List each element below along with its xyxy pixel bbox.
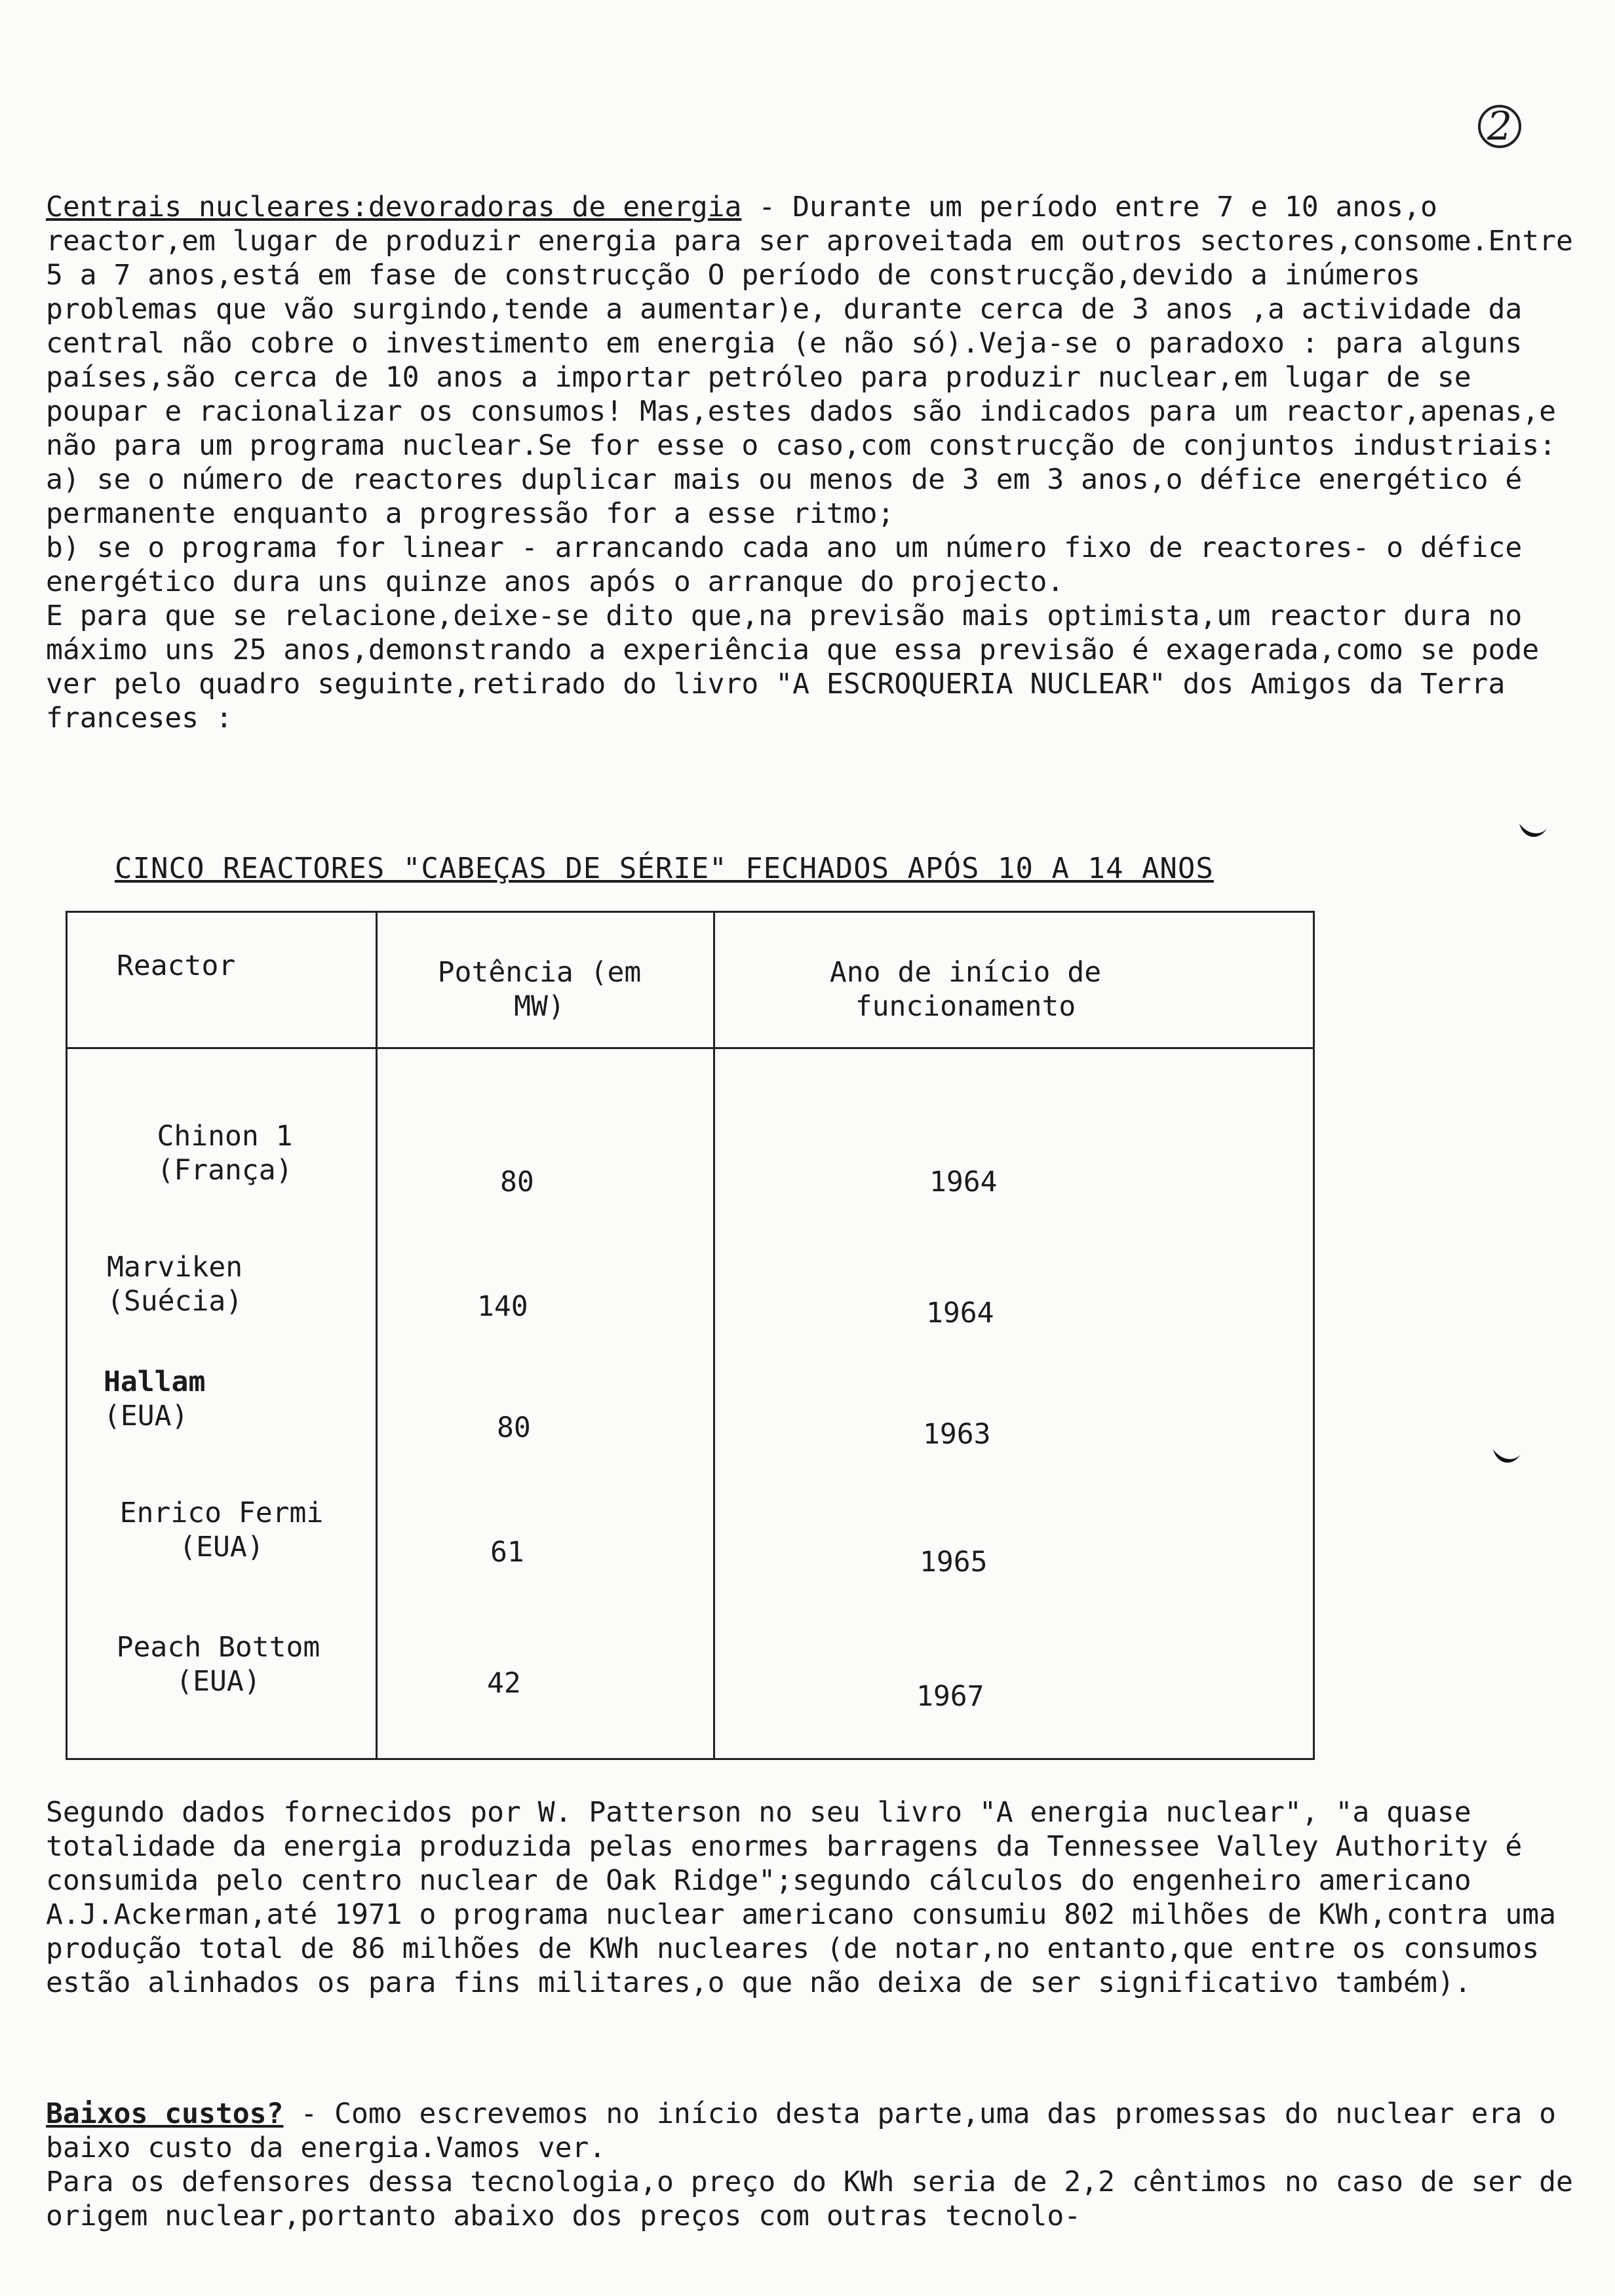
reactor-name: Hallam (EUA) [104, 1366, 206, 1432]
crescent-mark-icon [1514, 809, 1551, 846]
patterson-text: Segundo dados fornecidos por W. Patterson no seu livro "A energia nuclear", "a quase totalidade da energia produzida pelas enormes barragens da Tennessee Valley Authority é consumida pelo centro nuclear de Oak Ridge";segundo cálculos do engenheiro americano A.J.Ackerman,até 1971 o programa nuclear americano consumiu 802 milhões de KWh,contra uma produção total de 86 milhões de KWh nucleares (de notar,no entanto,que entre os consumos estão alinhados os para fins militares,o que não deixa de ser significativo também). [46, 1796, 1557, 1999]
costs-text-2: Para os defensores dessa tecnologia,o preço do KWh seria de 2,2 cêntimos no caso de ser de origem nuclear,portanto abaixo dos preços com outras tecnolo- [46, 2166, 1573, 2232]
intro-item-b: b) se o programa for linear - arrancando cada ano um número fixo de reactores- o défice energético dura uns quinze anos após o arranque do projecto. [46, 531, 1523, 598]
reactors-table [66, 911, 1315, 1760]
page-number: 2 [1478, 105, 1521, 148]
costs-text: - Como escrevemos no início desta parte,uma das promessas do nuclear era o baixo custo da energia.Vamos ver. [46, 2097, 1557, 2164]
header-year: Ano de início de funcionamento [829, 956, 1102, 1023]
reactor-power: 140 [477, 1290, 528, 1323]
reactor-power: 80 [500, 1166, 534, 1198]
patterson-paragraph [46, 1795, 1573, 2000]
reactor-year: 1967 [916, 1680, 984, 1713]
intro-text: - Durante um período entre 7 e 10 anos,o reactor,em lugar de produzir energia para ser aproveitada em outros sectores,consome.Entre 5 a 7 anos,está em fase de construcção O período de construcção,devido a inúmeros problemas que vão surgindo,tende a aumentar)e, durante cerca de 3 anos ,a actividade da central não cobre o investimento em energia (e não só).Veja-se o paradoxo : para alguns países,são cerca de 10 anos a importar petróleo para produzir nuclear,em lugar de se poupar e racionalizar os consumos! Mas,estes dados são indicados para um reactor,apenas,e não para um programa nuclear.Se for esse o caso,com construcção de conjuntos industriais: [46, 191, 1573, 462]
reactor-name: Peach Bottom (EUA) [116, 1631, 321, 1698]
costs-section [46, 2097, 1573, 2233]
table-title: CINCO REACTORES "CABEÇAS DE SÉRIE" FECHADOS APÓS 10 A 14 ANOS [115, 852, 1214, 885]
intro-conclusion: E para que se relacione,deixe-se dito que,na previsão mais optimista,um reactor dura no máximo uns 25 anos,demonstrando a experiência que essa previsão é exagerada,como se pode ver pelo quadro seguinte,retirado do livro "A ESCROQUERIA NUCLEAR" dos Amigos da Terra franceses : [46, 600, 1540, 735]
crescent-mark-icon [1488, 1435, 1525, 1472]
reactor-name: Chinon 1 (França) [157, 1120, 293, 1187]
reactor-year: 1964 [929, 1166, 998, 1198]
reactor-name: Enrico Fermi (EUA) [119, 1497, 324, 1563]
intro-item-a: a) se o número de reactores duplicar mais ou menos de 3 em 3 anos,o défice energético é permanente enquanto a progressão for a esse ritmo; [46, 463, 1523, 530]
reactor-power: 61 [490, 1536, 524, 1569]
reactor-year: 1965 [920, 1546, 988, 1578]
reactor-name: Marviken (Suécia) [107, 1251, 243, 1318]
header-reactor: Reactor [117, 949, 236, 982]
section-heading-centrais: Centrais nucleares:devoradoras de energia [46, 191, 742, 223]
reactor-year: 1963 [923, 1418, 991, 1451]
section-heading-costs: Baixos custos? [46, 2097, 284, 2130]
intro-section [46, 190, 1573, 735]
reactor-power: 80 [497, 1411, 531, 1444]
reactor-year: 1964 [926, 1297, 994, 1330]
intro-paragraph [46, 190, 1573, 463]
header-power: Potência (em MW) [437, 956, 642, 1023]
reactor-power: 42 [487, 1667, 521, 1700]
costs-paragraph [46, 2097, 1573, 2165]
